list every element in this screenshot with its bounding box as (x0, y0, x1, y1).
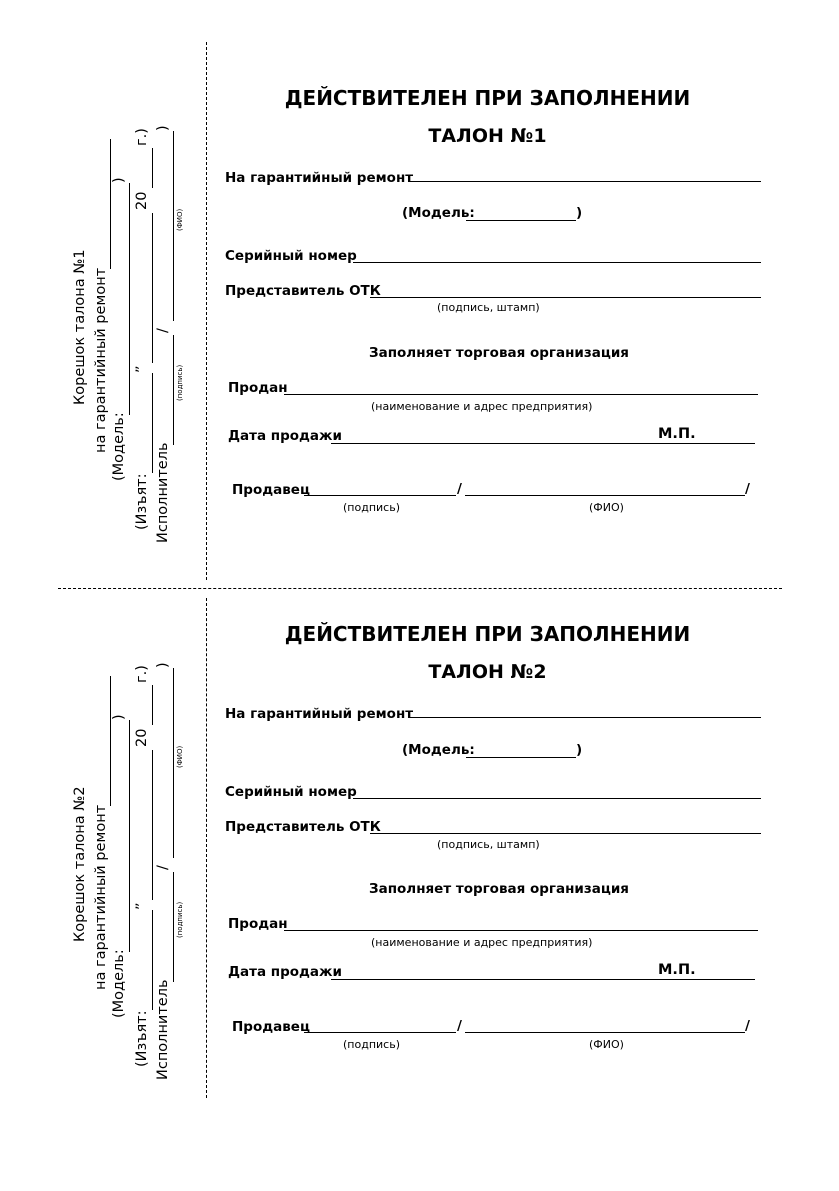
stub-1 (60, 53, 190, 543)
stub-fio-hint: (ФИО) (176, 208, 184, 231)
stub-slash: / (155, 328, 171, 333)
seller-label: Продавец (232, 482, 310, 498)
validity-header: ДЕЙСТВИТЕЛЕН ПРИ ЗАПОЛНЕНИИ (284, 622, 691, 646)
stub-executor-label: Исполнитель (155, 442, 171, 543)
stub-removed-month-line[interactable] (152, 213, 153, 363)
otk-field[interactable] (370, 297, 761, 298)
stub-year-line[interactable] (152, 148, 153, 188)
serial-field[interactable] (353, 262, 761, 263)
stub-sign-hint: (подпись) (176, 364, 184, 401)
model-close: ) (576, 205, 583, 221)
stub-slash: / (155, 865, 171, 870)
model-field[interactable] (466, 220, 576, 221)
seller-slash-end: / (745, 481, 750, 497)
talon-title: ТАЛОН №2 (428, 661, 547, 683)
warranty-field[interactable] (408, 717, 761, 718)
otk-label: Представитель ОТК (225, 283, 381, 299)
stub-removed-label: (Изъят: (134, 1010, 150, 1067)
stamp-place-label: М.П. (658, 426, 696, 442)
stub-removed-day-line[interactable] (152, 373, 153, 473)
stub-executor-fio-line[interactable] (173, 668, 174, 858)
serial-label: Серийный номер (225, 784, 357, 800)
stub-executor-sign-line[interactable] (173, 872, 174, 982)
stub-model-line[interactable] (129, 183, 130, 415)
stub-warranty-line[interactable] (110, 676, 111, 806)
name-address-hint: (наименование и адрес предприятия) (371, 400, 593, 413)
serial-field[interactable] (353, 798, 761, 799)
seller-slash: / (457, 481, 462, 497)
sold-field[interactable] (284, 930, 758, 931)
stub-title: Корешок талона №1 (72, 249, 88, 405)
talon-title: ТАЛОН №1 (428, 125, 547, 147)
stub-year-line[interactable] (152, 685, 153, 725)
otk-field[interactable] (370, 833, 761, 834)
stub-year-suffix: г.) (134, 665, 150, 683)
stub-warranty-label: на гарантийный ремонт (93, 267, 109, 453)
model-label: (Модель: (402, 205, 475, 221)
sale-date-label: Дата продажи (228, 964, 342, 980)
validity-header: ДЕЙСТВИТЕЛЕН ПРИ ЗАПОЛНЕНИИ (284, 86, 691, 110)
seller-fio-field[interactable] (465, 495, 745, 496)
horizontal-cut-line (58, 588, 782, 589)
seller-fio-hint: (ФИО) (589, 1038, 624, 1051)
trade-org-heading: Заполняет торговая организация (369, 881, 629, 897)
stub-executor-fio-line[interactable] (173, 131, 174, 321)
model-field[interactable] (466, 757, 576, 758)
stub-year-suffix: г.) (134, 128, 150, 146)
seller-fio-hint: (ФИО) (589, 501, 624, 514)
warranty-label: На гарантийный ремонт (225, 170, 414, 186)
sale-date-label: Дата продажи (228, 428, 342, 444)
stub-warranty-label: на гарантийный ремонт (93, 804, 109, 990)
seller-sign-hint: (подпись) (343, 1038, 400, 1051)
sale-date-field[interactable] (331, 979, 755, 980)
stub-year: 20 (134, 191, 150, 210)
seller-sign-field[interactable] (304, 1032, 456, 1033)
stub-quote: ” (134, 365, 150, 373)
stub-model-line[interactable] (129, 720, 130, 952)
sold-label: Продан (228, 380, 288, 396)
stub-close: ) (155, 662, 171, 668)
sign-stamp-hint: (подпись, штамп) (437, 301, 540, 314)
seller-slash-end: / (745, 1018, 750, 1034)
trade-org-heading: Заполняет торговая организация (369, 345, 629, 361)
stub-close: ) (155, 125, 171, 131)
stub-model-close: ) (111, 714, 127, 720)
sold-label: Продан (228, 916, 288, 932)
stub-executor-sign-line[interactable] (173, 335, 174, 445)
stub-2 (60, 590, 190, 1080)
otk-label: Представитель ОТК (225, 819, 381, 835)
stub-removed-month-line[interactable] (152, 750, 153, 900)
stub-model-label: (Модель: (111, 412, 127, 481)
seller-sign-field[interactable] (304, 495, 456, 496)
stub-model-close: ) (111, 177, 127, 183)
stub-sign-hint: (подпись) (176, 901, 184, 938)
warranty-label: На гарантийный ремонт (225, 706, 414, 722)
model-close: ) (576, 742, 583, 758)
warranty-field[interactable] (408, 181, 761, 182)
vertical-cut-line-bottom (206, 598, 207, 1098)
name-address-hint: (наименование и адрес предприятия) (371, 936, 593, 949)
seller-fio-field[interactable] (465, 1032, 745, 1033)
serial-label: Серийный номер (225, 248, 357, 264)
stub-quote: ” (134, 902, 150, 910)
stub-model-label: (Модель: (111, 949, 127, 1018)
model-label: (Модель: (402, 742, 475, 758)
stub-executor-label: Исполнитель (155, 979, 171, 1080)
stub-fio-hint: (ФИО) (176, 745, 184, 768)
stub-removed-label: (Изъят: (134, 473, 150, 530)
stub-warranty-line[interactable] (110, 139, 111, 269)
sale-date-field[interactable] (331, 443, 755, 444)
seller-slash: / (457, 1018, 462, 1034)
stub-title: Корешок талона №2 (72, 786, 88, 942)
stub-year: 20 (134, 728, 150, 747)
seller-sign-hint: (подпись) (343, 501, 400, 514)
sold-field[interactable] (284, 394, 758, 395)
stamp-place-label: М.П. (658, 962, 696, 978)
stub-removed-day-line[interactable] (152, 910, 153, 1010)
sign-stamp-hint: (подпись, штамп) (437, 838, 540, 851)
seller-label: Продавец (232, 1019, 310, 1035)
vertical-cut-line-top (206, 42, 207, 580)
